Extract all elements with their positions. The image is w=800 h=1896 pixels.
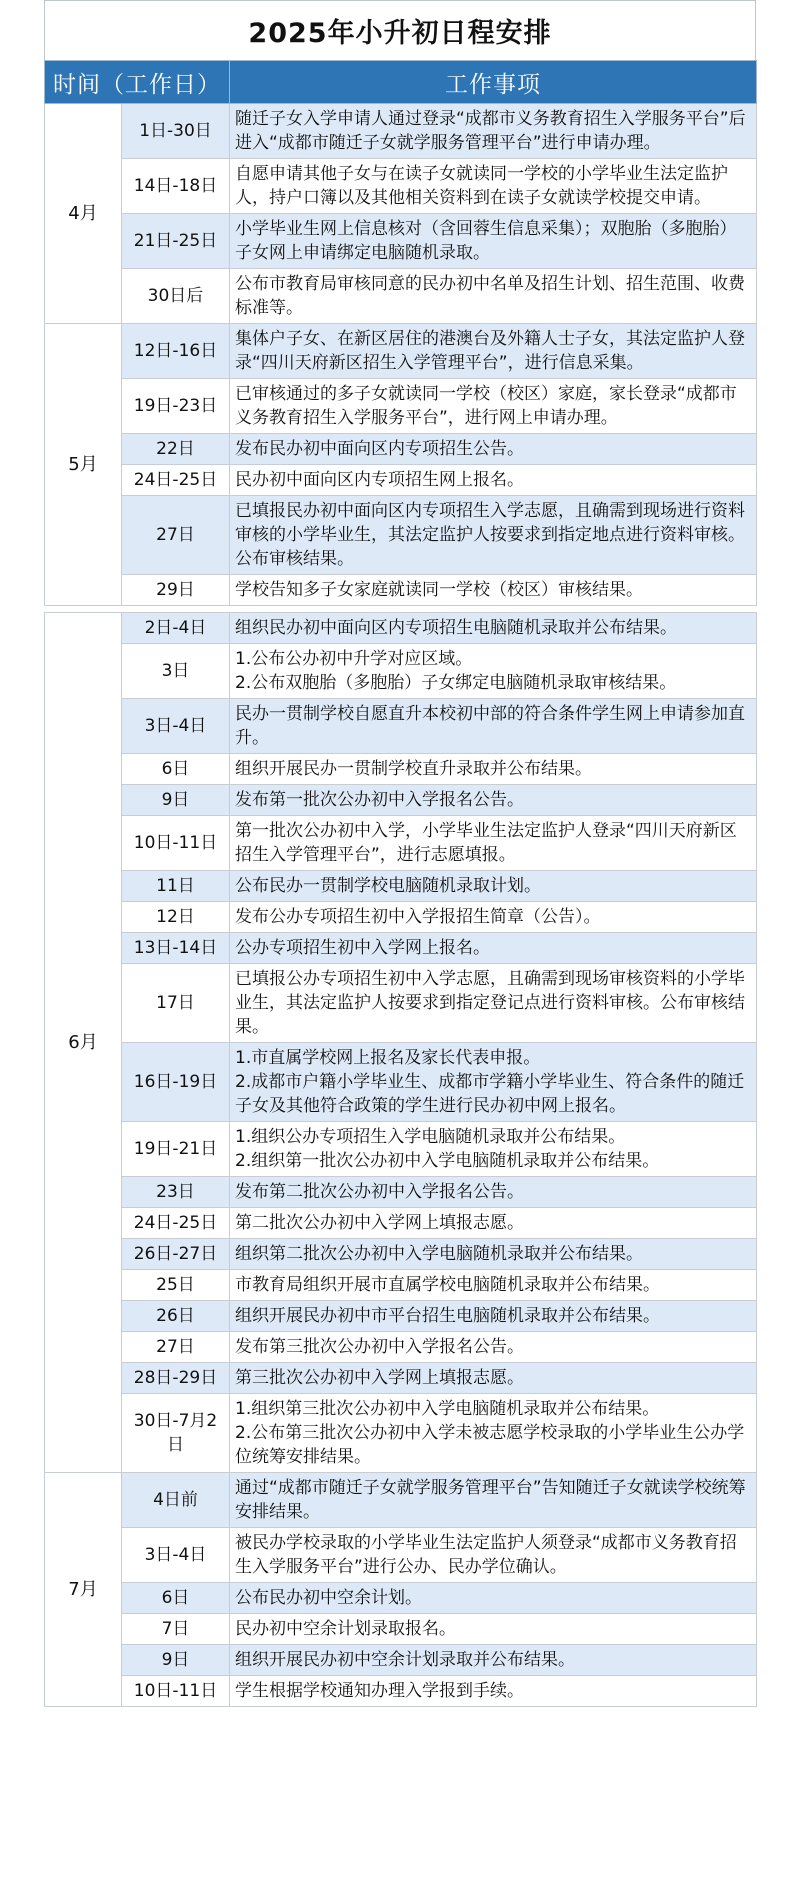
- date-cell: 3日-4日: [122, 1528, 230, 1583]
- task-cell: [230, 159, 757, 214]
- date-cell: 28日-29日: [122, 1363, 230, 1394]
- task-cell: [230, 871, 757, 902]
- date-cell: 25日: [122, 1270, 230, 1301]
- date-cell: 9日: [122, 785, 230, 816]
- date-cell: 3日: [122, 644, 230, 699]
- task-line: 2.组织第一批次公办初中入学电脑随机录取并公布结果。: [235, 1151, 660, 1171]
- task-cell: [230, 1614, 757, 1645]
- date-cell: 22日: [122, 434, 230, 465]
- schedule-row: [45, 1676, 757, 1707]
- task-cell: [230, 1043, 757, 1122]
- date-cell: 17日: [122, 964, 230, 1043]
- page-title: 2025年小升初日程安排: [44, 0, 756, 60]
- date-cell: 30日后: [122, 269, 230, 324]
- schedule-row: [45, 269, 757, 324]
- date-cell: 12日: [122, 902, 230, 933]
- task-line: 小学毕业生网上信息核对（含回蓉生信息采集）；双胞胎（多胞胎）子女网上申请绑定电脑随机录取。: [235, 219, 737, 263]
- task-cell: [230, 214, 757, 269]
- task-cell: [230, 1583, 757, 1614]
- task-line: 1.市直属学校网上报名及家长代表申报。: [235, 1048, 541, 1068]
- task-line: 发布第三批次公办初中入学报名公告。: [235, 1337, 524, 1357]
- date-cell: 21日-25日: [122, 214, 230, 269]
- header-time: 时间（工作日）: [45, 61, 230, 104]
- date-cell: 16日-19日: [122, 1043, 230, 1122]
- date-cell: 2日-4日: [122, 613, 230, 644]
- task-line: 第二批次公办初中入学网上填报志愿。: [235, 1213, 524, 1233]
- schedule-row: [45, 644, 757, 699]
- date-cell: 6日: [122, 1583, 230, 1614]
- task-cell: [230, 1122, 757, 1177]
- schedule-row: [45, 1473, 757, 1528]
- task-line: 2.公布双胞胎（多胞胎）子女绑定电脑随机录取审核结果。: [235, 673, 677, 693]
- task-cell: [230, 1239, 757, 1270]
- task-line: 1.组织公办专项招生入学电脑随机录取并公布结果。: [235, 1127, 626, 1147]
- task-line: 已审核通过的多子女就读同一学校（校区）家庭，家长登录“成都市义务教育招生入学服务平台”，进行网上申请办理。: [235, 384, 737, 428]
- task-cell: [230, 785, 757, 816]
- date-cell: 26日: [122, 1301, 230, 1332]
- task-line: 组织开展民办初中市平台招生电脑随机录取并公布结果。: [235, 1306, 660, 1326]
- schedule-document: [44, 0, 756, 1707]
- task-cell: [230, 465, 757, 496]
- task-cell: [230, 1301, 757, 1332]
- month-separator: [45, 606, 757, 613]
- schedule-table: [44, 60, 757, 1707]
- task-line: 发布第一批次公办初中入学报名公告。: [235, 790, 524, 810]
- date-cell: 26日-27日: [122, 1239, 230, 1270]
- header-task: 工作事项: [230, 61, 757, 104]
- task-line: 公布民办一贯制学校电脑随机录取计划。: [235, 876, 541, 896]
- date-cell: 30日-7月2日: [122, 1394, 230, 1473]
- date-cell: 19日-23日: [122, 379, 230, 434]
- schedule-row: [45, 1239, 757, 1270]
- task-cell: [230, 379, 757, 434]
- task-line: 自愿申请其他子女与在读子女就读同一学校的小学毕业生法定监护人，持户口簿以及其他相关资料到在读子女就读学校提交申请。: [235, 164, 728, 208]
- task-line: 学校告知多子女家庭就读同一学校（校区）审核结果。: [235, 580, 643, 600]
- task-cell: [230, 1528, 757, 1583]
- schedule-row: [45, 1614, 757, 1645]
- schedule-row: [45, 1043, 757, 1122]
- schedule-row: [45, 933, 757, 964]
- schedule-row: [45, 1270, 757, 1301]
- task-line: 发布民办初中面向区内专项招生公告。: [235, 439, 524, 459]
- task-line: 2.成都市户籍小学毕业生、成都市学籍小学毕业生、符合条件的随迁子女及其他符合政策的学生进行民办初中网上报名。: [235, 1072, 745, 1116]
- schedule-row: [45, 964, 757, 1043]
- task-cell: [230, 1645, 757, 1676]
- task-cell: [230, 269, 757, 324]
- task-line: 民办一贯制学校自愿直升本校初中部的符合条件学生网上申请参加直升。: [235, 704, 745, 748]
- task-cell: [230, 902, 757, 933]
- task-cell: [230, 964, 757, 1043]
- task-line: 1.组织第三批次公办初中入学电脑随机录取并公布结果。: [235, 1399, 660, 1419]
- schedule-row: [45, 324, 757, 379]
- task-cell: [230, 1394, 757, 1473]
- schedule-row: [45, 1645, 757, 1676]
- task-line: 公办专项招生初中入学网上报名。: [235, 938, 490, 958]
- schedule-row: [45, 754, 757, 785]
- task-line: 发布第二批次公办初中入学报名公告。: [235, 1182, 524, 1202]
- task-line: 公布市教育局审核同意的民办初中名单及招生计划、招生范围、收费标准等。: [235, 274, 745, 318]
- date-cell: 14日-18日: [122, 159, 230, 214]
- task-cell: [230, 496, 757, 575]
- schedule-row: [45, 1332, 757, 1363]
- task-line: 公布民办初中空余计划。: [235, 1588, 422, 1608]
- task-line: 随迁子女入学申请人通过登录“成都市义务教育招生入学服务平台”后进入“成都市随迁子女就学服务管理平台”进行申请办理。: [235, 109, 746, 153]
- month-cell: 4月: [45, 104, 122, 324]
- task-cell: [230, 1676, 757, 1707]
- schedule-row: [45, 1122, 757, 1177]
- schedule-row: [45, 1528, 757, 1583]
- task-cell: [230, 434, 757, 465]
- task-line: 通过“成都市随迁子女就学服务管理平台”告知随迁子女就读学校统筹安排结果。: [235, 1478, 746, 1522]
- schedule-row: [45, 1301, 757, 1332]
- date-cell: 27日: [122, 1332, 230, 1363]
- task-line: 组织民办初中面向区内专项招生电脑随机录取并公布结果。: [235, 618, 677, 638]
- task-line: 民办初中面向区内专项招生网上报名。: [235, 470, 524, 490]
- schedule-body: [45, 104, 757, 1707]
- task-cell: [230, 699, 757, 754]
- schedule-row: [45, 1363, 757, 1394]
- date-cell: 7日: [122, 1614, 230, 1645]
- task-line: 学生根据学校通知办理入学报到手续。: [235, 1681, 524, 1701]
- task-cell: [230, 324, 757, 379]
- task-cell: [230, 1473, 757, 1528]
- schedule-row: [45, 1583, 757, 1614]
- month-cell: 7月: [45, 1473, 122, 1707]
- task-line: 组织第二批次公办初中入学电脑随机录取并公布结果。: [235, 1244, 643, 1264]
- task-cell: [230, 1208, 757, 1239]
- schedule-row: [45, 1177, 757, 1208]
- date-cell: 1日-30日: [122, 104, 230, 159]
- task-line: 第一批次公办初中入学，小学毕业生法定监护人登录“四川天府新区招生入学管理平台”，进行志愿填报。: [235, 821, 737, 865]
- task-cell: [230, 816, 757, 871]
- task-cell: [230, 1363, 757, 1394]
- date-cell: 19日-21日: [122, 1122, 230, 1177]
- date-cell: 27日: [122, 496, 230, 575]
- schedule-row: [45, 214, 757, 269]
- schedule-row: [45, 465, 757, 496]
- task-line: 组织开展民办一贯制学校直升录取并公布结果。: [235, 759, 592, 779]
- schedule-row: [45, 496, 757, 575]
- schedule-row: [45, 575, 757, 606]
- schedule-row: [45, 816, 757, 871]
- schedule-row: [45, 159, 757, 214]
- task-cell: [230, 575, 757, 606]
- task-line: 发布公办专项招生初中入学报招生简章（公告）。: [235, 907, 601, 927]
- date-cell: 10日-11日: [122, 816, 230, 871]
- task-line: 集体户子女、在新区居住的港澳台及外籍人士子女，其法定监护人登录“四川天府新区招生入学管理平台”，进行信息采集。: [235, 329, 745, 373]
- task-cell: [230, 1270, 757, 1301]
- task-line: 1.公布公办初中升学对应区域。: [235, 649, 473, 669]
- task-line: 组织开展民办初中空余计划录取并公布结果。: [235, 1650, 575, 1670]
- task-cell: [230, 104, 757, 159]
- date-cell: 13日-14日: [122, 933, 230, 964]
- task-line: 被民办学校录取的小学毕业生法定监护人须登录“成都市义务教育招生入学服务平台”进行公办、民办学位确认。: [235, 1533, 737, 1577]
- date-cell: 24日-25日: [122, 1208, 230, 1239]
- task-line: 已填报民办初中面向区内专项招生入学志愿，且确需到现场进行资料审核的小学毕业生，其法定监护人按要求到指定地点进行资料审核。公布审核结果。: [235, 501, 745, 569]
- schedule-row: [45, 785, 757, 816]
- month-cell: 5月: [45, 324, 122, 606]
- task-line: 民办初中空余计划录取报名。: [235, 1619, 456, 1639]
- date-cell: 3日-4日: [122, 699, 230, 754]
- task-line: 第三批次公办初中入学网上填报志愿。: [235, 1368, 524, 1388]
- date-cell: 24日-25日: [122, 465, 230, 496]
- schedule-row: [45, 379, 757, 434]
- task-line: 2.公布第三批次公办初中入学未被志愿学校录取的小学毕业生公办学位统筹安排结果。: [235, 1423, 745, 1467]
- schedule-row: [45, 902, 757, 933]
- task-line: 市教育局组织开展市直属学校电脑随机录取并公布结果。: [235, 1275, 660, 1295]
- schedule-row: [45, 613, 757, 644]
- date-cell: 4日前: [122, 1473, 230, 1528]
- date-cell: 23日: [122, 1177, 230, 1208]
- task-cell: [230, 613, 757, 644]
- task-cell: [230, 1177, 757, 1208]
- schedule-row: [45, 1208, 757, 1239]
- date-cell: 12日-16日: [122, 324, 230, 379]
- task-cell: [230, 644, 757, 699]
- date-cell: 10日-11日: [122, 1676, 230, 1707]
- date-cell: 9日: [122, 1645, 230, 1676]
- table-header-row: [45, 61, 757, 104]
- date-cell: 29日: [122, 575, 230, 606]
- schedule-row: [45, 871, 757, 902]
- task-cell: [230, 754, 757, 785]
- task-cell: [230, 933, 757, 964]
- month-cell: 6月: [45, 613, 122, 1473]
- schedule-row: [45, 104, 757, 159]
- schedule-row: [45, 699, 757, 754]
- date-cell: 6日: [122, 754, 230, 785]
- task-line: 已填报公办专项招生初中入学志愿，且确需到现场审核资料的小学毕业生，其法定监护人按要求到指定登记点进行资料审核。公布审核结果。: [235, 969, 745, 1037]
- date-cell: 11日: [122, 871, 230, 902]
- task-cell: [230, 1332, 757, 1363]
- schedule-row: [45, 1394, 757, 1473]
- schedule-row: [45, 434, 757, 465]
